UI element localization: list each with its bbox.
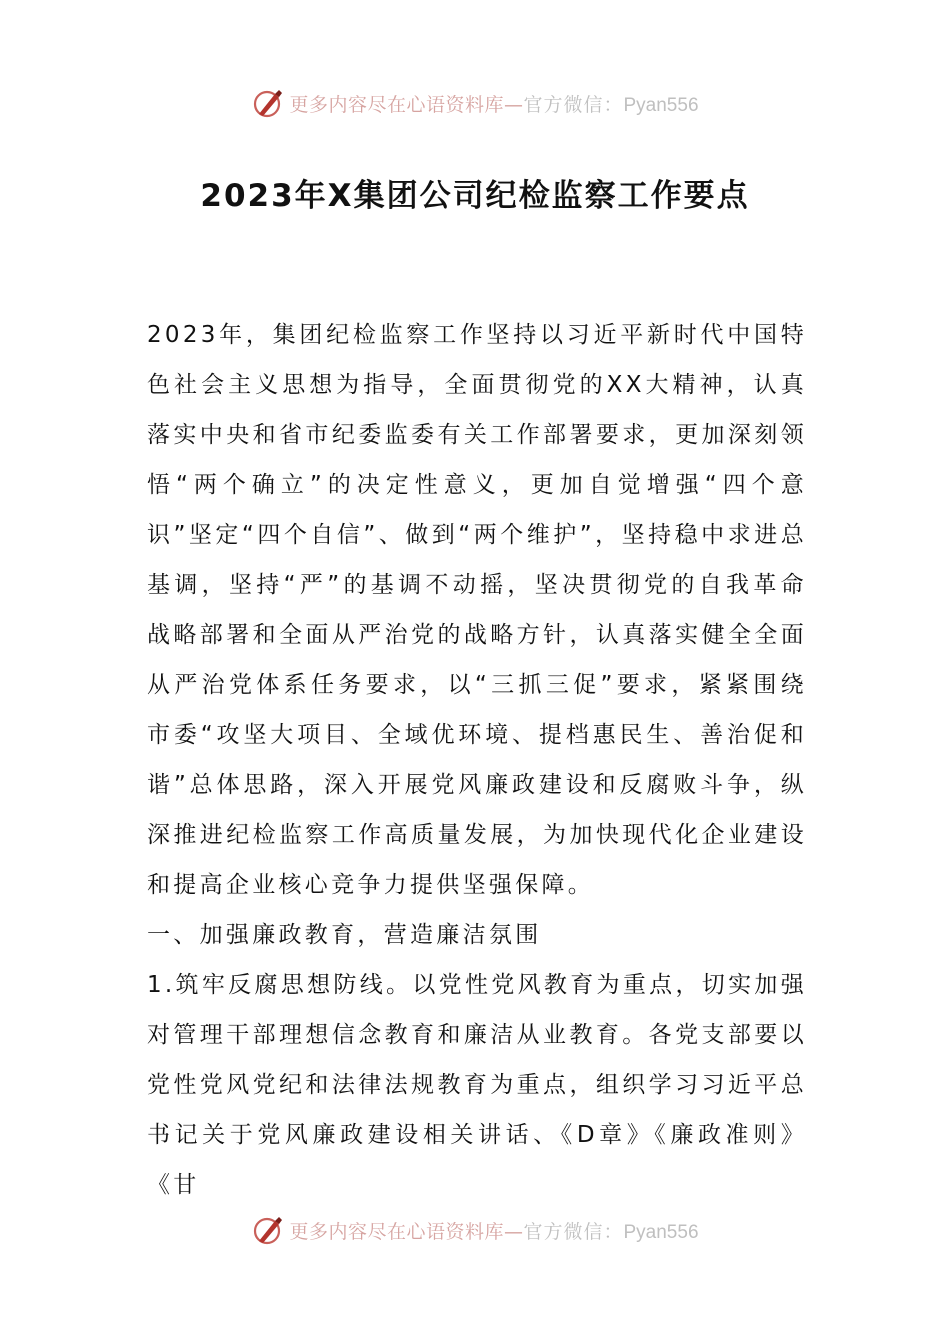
pen-in-circle-icon bbox=[251, 1213, 285, 1247]
watermark-contact-label: 官方微信： bbox=[523, 93, 624, 116]
document-title: 2023年X集团公司纪检监察工作要点 bbox=[200, 178, 750, 214]
watermark-contact bbox=[523, 90, 698, 117]
watermark-text: 更多内容尽在心语资料库— bbox=[289, 1220, 524, 1243]
watermark-contact-id: Pyan556 bbox=[623, 1221, 699, 1243]
watermark-contact bbox=[523, 1217, 698, 1244]
document-body bbox=[147, 310, 807, 1210]
watermark-text: 更多内容尽在心语资料库— bbox=[289, 93, 524, 116]
watermark-header bbox=[0, 83, 950, 123]
section-paragraph: 1.筑牢反腐思想防线。以党性党风教育为重点，切实加强对管理干部理想信念教育和廉洁从业教育。各党支部要以党性党风党纪和法律法规教育为重点，组织学习习近平总书记关于党风廉政建设相关讲话、《D章》《廉政准则》《甘 bbox=[147, 972, 807, 1198]
watermark-contact-id: Pyan556 bbox=[623, 94, 699, 116]
intro-paragraph: 2023年，集团纪检监察工作坚持以习近平新时代中国特色社会主义思想为指导，全面贯彻党的XX大精神，认真落实中央和省市纪委监委有关工作部署要求，更加深刻领悟“两个确立”的决定性意义，更加自觉增强“四个意识”坚定“四个自信”、做到“两个维护”，坚持稳中求进总基调，坚持“严”的基调不动摇，坚决贯彻党的自我革命战略部署和全面从严治党的战略方针，认真落实健全全面从严治党体系任务要求，以“三抓三促”要求，紧紧围绕市委“攻坚大项目、全域优环境、提档惠民生、善治促和谐”总体思路，深入开展党风廉政建设和反腐败斗争，纵深推进纪检监察工作高质量发展，为加快现代化企业建设和提高企业核心竞争力提供坚强保障。 bbox=[147, 322, 807, 898]
watermark-contact-label: 官方微信： bbox=[523, 1220, 624, 1243]
pen-in-circle-icon bbox=[251, 86, 285, 120]
section-heading: 一、加强廉政教育，营造廉洁氛围 bbox=[147, 922, 542, 948]
watermark-footer bbox=[0, 1210, 950, 1250]
